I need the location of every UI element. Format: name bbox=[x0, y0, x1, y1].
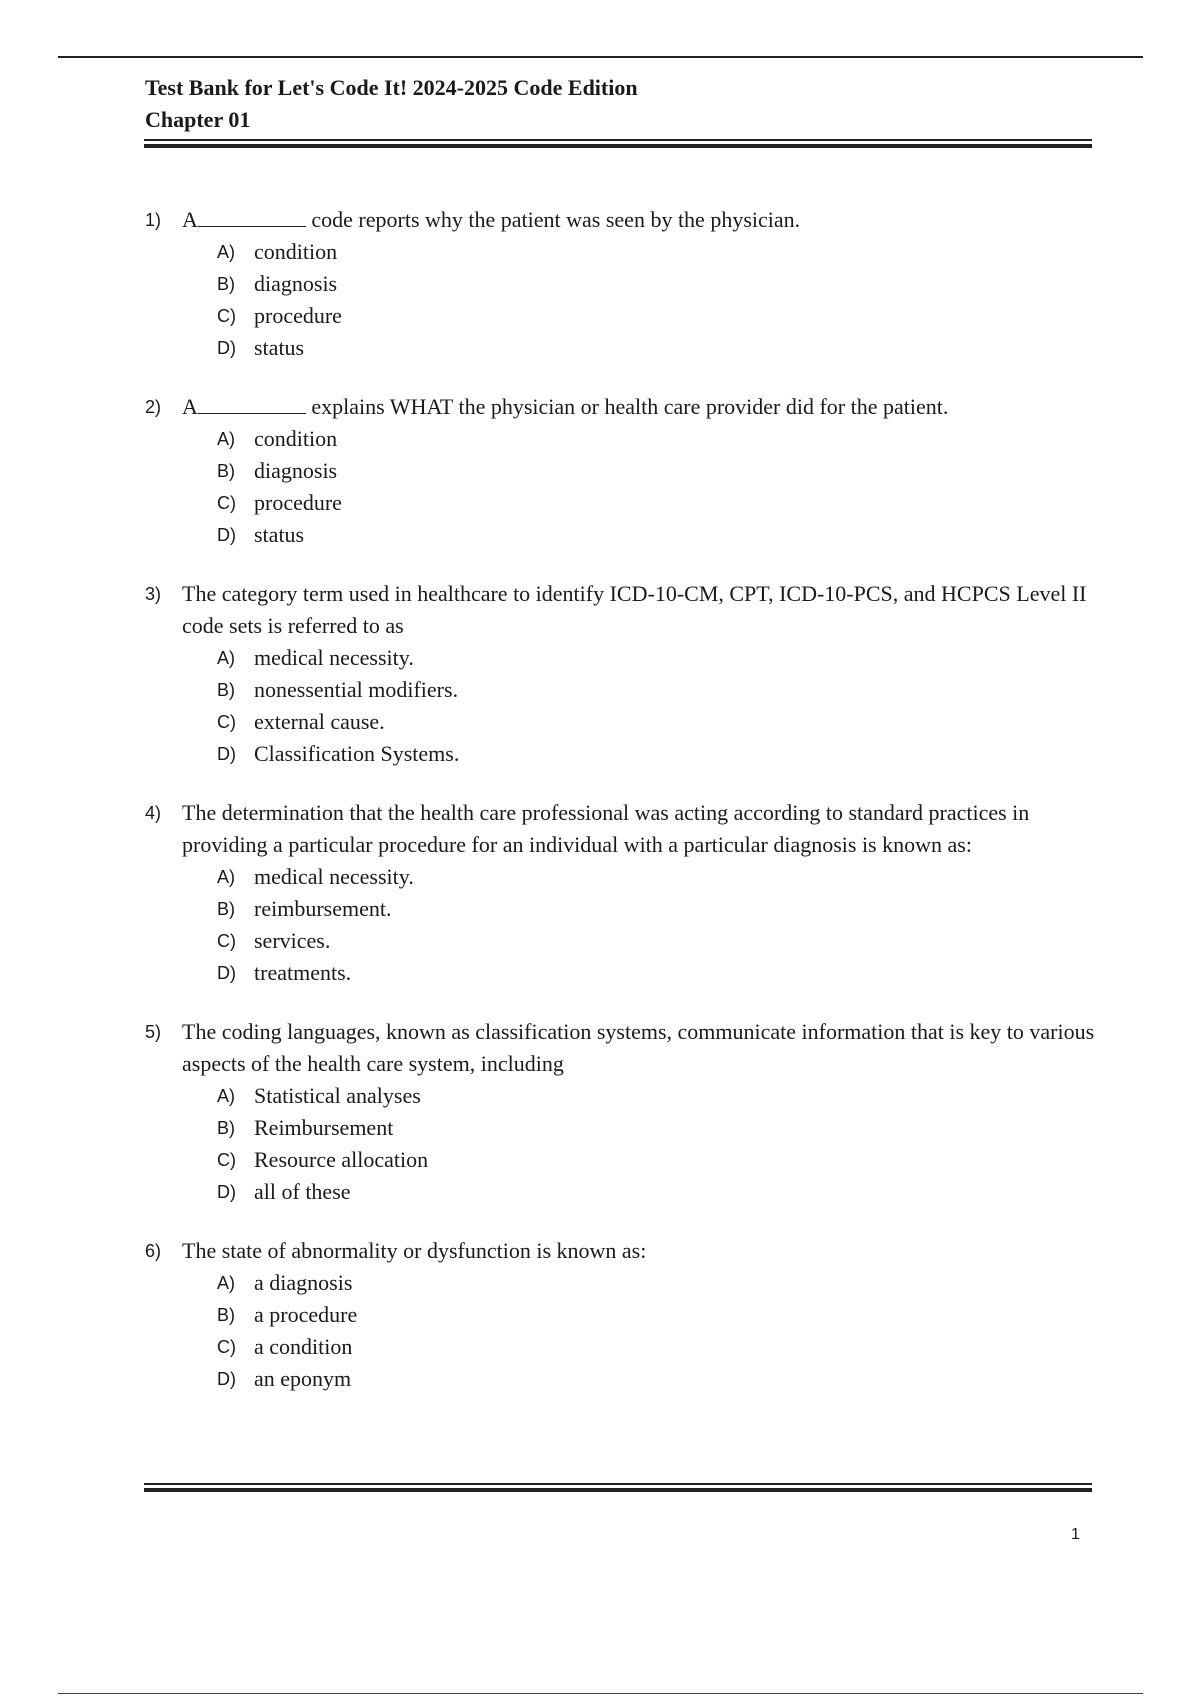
question-4 bbox=[145, 797, 1095, 989]
answer-choice: C) a condition bbox=[217, 1334, 353, 1359]
answer-choice: D) status bbox=[217, 522, 305, 547]
question-text: The determination that the health care professional was acting according to standard practices in providing a particular procedure for an individual with a particular diagnosis is known as: bbox=[182, 800, 1030, 857]
answer-choice: A) medical necessity. bbox=[217, 864, 414, 889]
answer-choice: A) Statistical analyses bbox=[217, 1083, 421, 1108]
answer-choice: B) nonessential modifiers. bbox=[217, 677, 459, 702]
question-number: 6) bbox=[145, 1241, 162, 1261]
page-number: 1 bbox=[1071, 1526, 1080, 1543]
answer-choice: D) status bbox=[217, 335, 305, 360]
answer-choice: D) Classification Systems. bbox=[217, 741, 460, 766]
answer-choice: B) diagnosis bbox=[217, 458, 338, 483]
question-text: The coding languages, known as classification systems, communicate information that is key to various aspects of the health care system, including bbox=[182, 1019, 1095, 1076]
answer-choice: A) medical necessity. bbox=[217, 645, 414, 670]
fill-in-blank bbox=[198, 204, 306, 227]
question-number: 5) bbox=[145, 1022, 162, 1042]
question-number: 4) bbox=[145, 803, 162, 823]
question-number: 3) bbox=[145, 584, 162, 604]
answer-choice: A) condition bbox=[217, 426, 338, 451]
answer-choice: B) diagnosis bbox=[217, 271, 338, 296]
fill-in-blank bbox=[198, 391, 306, 414]
question-6 bbox=[145, 1235, 1095, 1395]
document-title: Test Bank for Let's Code It! 2024-2025 Code Edition bbox=[145, 75, 638, 100]
answer-choice: B) Reimbursement bbox=[217, 1115, 394, 1140]
question-list bbox=[145, 204, 1095, 1422]
question-3 bbox=[145, 578, 1095, 770]
question-number: 1) bbox=[145, 210, 162, 230]
footer-double-rule bbox=[144, 1483, 1092, 1492]
question-5 bbox=[145, 1016, 1095, 1208]
answer-choices bbox=[217, 423, 1095, 551]
answer-choices bbox=[217, 642, 1095, 770]
top-page-rule bbox=[58, 56, 1143, 58]
document-header bbox=[145, 72, 638, 136]
answer-choice: D) an eponym bbox=[217, 1366, 352, 1391]
answer-choice: C) services. bbox=[217, 928, 331, 953]
answer-choice: D) all of these bbox=[217, 1179, 351, 1204]
header-double-rule bbox=[144, 139, 1092, 148]
question-1 bbox=[145, 204, 1095, 364]
answer-choice: C) Resource allocation bbox=[217, 1147, 429, 1172]
answer-choice: D) treatments. bbox=[217, 960, 352, 985]
answer-choices bbox=[217, 1267, 1095, 1395]
question-number: 2) bbox=[145, 397, 162, 417]
bottom-page-rule bbox=[58, 1693, 1143, 1694]
answer-choice: B) reimbursement. bbox=[217, 896, 392, 921]
answer-choice: C) external cause. bbox=[217, 709, 385, 734]
answer-choices bbox=[217, 236, 1095, 364]
question-text: A explains WHAT the physician or health care provider did for the patient. bbox=[182, 391, 1095, 423]
chapter-label: Chapter 01 bbox=[145, 107, 251, 132]
answer-choice: C) procedure bbox=[217, 303, 342, 328]
question-text: The category term used in healthcare to identify ICD-10-CM, CPT, ICD-10-PCS, and HCPCS Level II code sets is referred to as bbox=[182, 581, 1087, 638]
answer-choice: B) a procedure bbox=[217, 1302, 358, 1327]
answer-choices bbox=[217, 1080, 1095, 1208]
question-2 bbox=[145, 391, 1095, 551]
answer-choice: A) a diagnosis bbox=[217, 1270, 353, 1295]
answer-choice: C) procedure bbox=[217, 490, 342, 515]
answer-choice: A) condition bbox=[217, 239, 338, 264]
question-text: A code reports why the patient was seen by the physician. bbox=[182, 204, 1095, 236]
answer-choices bbox=[217, 861, 1095, 989]
question-text: The state of abnormality or dysfunction is known as: bbox=[182, 1238, 647, 1263]
